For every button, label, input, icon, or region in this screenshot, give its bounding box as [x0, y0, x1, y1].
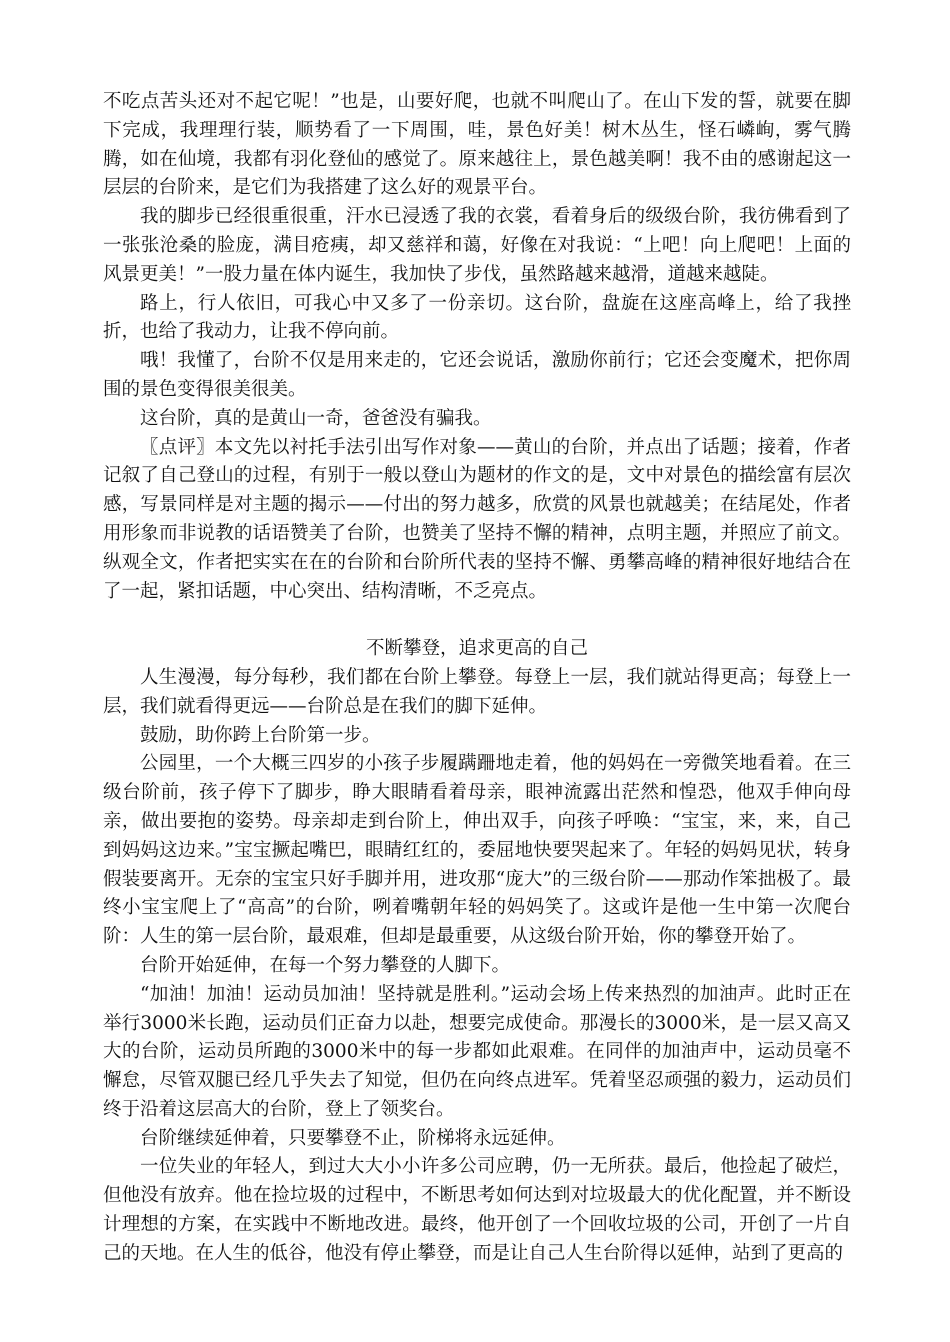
essay2-title: 不断攀登，追求更高的自己 [365, 638, 588, 660]
essay2-paragraph: 台阶开始延伸，在每一个努力攀登的人脚下。 [140, 954, 511, 976]
essay2-paragraph: 人生漫漫，每分每秒，我们都在台阶上攀登。每登上一层，我们就站得更高；每登上一层，我们就看得更远——台阶总是在我们的脚下延伸。 [103, 666, 851, 717]
essay2-paragraph: “加油！加油！运动员加油！坚持就是胜利。”运动会场上传来热烈的加油声。此时正在举行3000米长跑，运动员们正奋力以赴，想要完成使命。那漫长的3000米，是一层又高又大的台阶，运动员所跑的3000米中的每一步都如此艰难。在同伴的加油声中，运动员毫不懈怠，尽管双腿已经几乎失去了知觉，但仍在向终点进军。凭着坚忍顽强的毅力，运动员们终于沿着这层高大的台阶，登上了领奖台。 [103, 983, 851, 1120]
essay2-paragraph: 台阶继续延伸着，只要攀登不止，阶梯将永远延伸。 [140, 1127, 566, 1149]
commentary-paragraph: 〖点评〗本文先以衬托手法引出写作对象——黄山的台阶，并点出了话题；接着，作者记叙了自己登山的过程，有别于一般以登山为题材的作文的是，文中对景色的描绘富有层次感，写景同样是对主题的揭示——付出的努力越多，欣赏的风景也就越美；在结尾处，作者用形象而非说教的话语赞美了台阶，也赞美了坚持不懈的精神，点明主题，并照应了前文。纵观全文，作者把实实在在的台阶和台阶所代表的坚持不懈、勇攀高峰的精神很好地结合在了一起，紧扣话题，中心突出、结构清晰，不乏亮点。 [103, 436, 851, 602]
essay1-paragraph: 哦！我懂了，台阶不仅是用来走的，它还会说话，激励你前行；它还会变魔术，把你周围的景色变得很美很美。 [103, 350, 851, 400]
essay2-paragraph: 公园里，一个大概三四岁的小孩子步履蹒跚地走着，他的妈妈在一旁微笑地看着。在三级台阶前，孩子停下了脚步，睁大眼睛看着母亲，眼神流露出茫然和惶恐，他双手伸向母亲，做出要抱的姿势。母亲却走到台阶上，伸出双手，向孩子呼唤：“宝宝，来，来，自己到妈妈这边来。”宝宝撅起嘴巴，眼睛红红的，委屈地快要哭起来了。年轻的妈妈见状，转身假装要离开。无奈的宝宝只好手脚并用，进攻那“庞大”的三级台阶——那动作笨拙极了。最终小宝宝爬上了“高高”的台阶，咧着嘴朝年轻的妈妈笑了。这或许是他一生中第一次爬台阶：人生的第一层台阶，最艰难，但却是最重要，从这级台阶开始，你的攀登开始了。 [103, 753, 851, 948]
essay1-paragraph: 我的脚步已经很重很重，汗水已浸透了我的衣裳，看着身后的级级台阶，我彷佛看到了一张张沧桑的脸庞，满目疮痍，却又慈祥和蔼，好像在对我说：“上吧！向上爬吧！上面的风景更美！”一股力量在体内诞生，我加快了步伐，虽然路越来越滑，道越来越陡。 [103, 206, 851, 285]
essay1-paragraph: 路上，行人依旧，可我心中又多了一份亲切。这台阶，盘旋在这座高峰上，给了我挫折，也给了我动力，让我不停向前。 [103, 292, 851, 343]
section-spacer [103, 606, 851, 635]
essay1-paragraph: 这台阶，真的是黄山一奇，爸爸没有骗我。 [140, 407, 492, 429]
essay1-paragraph-continued: 不吃点苦头还对不起它呢！”也是，山要好爬，也就不叫爬山了。在山下发的誓，就要在脚下完成，我理理行装，顺势看了一下周围，哇，景色好美！树木丛生，怪石嶙峋，雾气腾腾，如在仙境，我都有羽化登仙的感觉了。原来越往上，景色越美啊！我不由的感谢起这一层层的台阶来，是它们为我搭建了这么好的观景平台。 [103, 91, 851, 199]
essay2-paragraph: 鼓励，助你跨上台阶第一步。 [140, 724, 381, 746]
essay2-paragraph: 一位失业的年轻人，到过大大小小许多公司应聘，仍一无所获。最后，他捡起了破烂，但他没有放弃。他在捡垃圾的过程中，不断思考如何达到对垃圾最大的优化配置，并不断设计理想的方案，在实践中不断地改进。最终，他开创了一个回收垃圾的公司，开创了一片自己的天地。在人生的低谷，他没有停止攀登，而是让自己人生台阶得以延伸，站到了更高的 [103, 1156, 851, 1264]
document-page [103, 88, 851, 1269]
